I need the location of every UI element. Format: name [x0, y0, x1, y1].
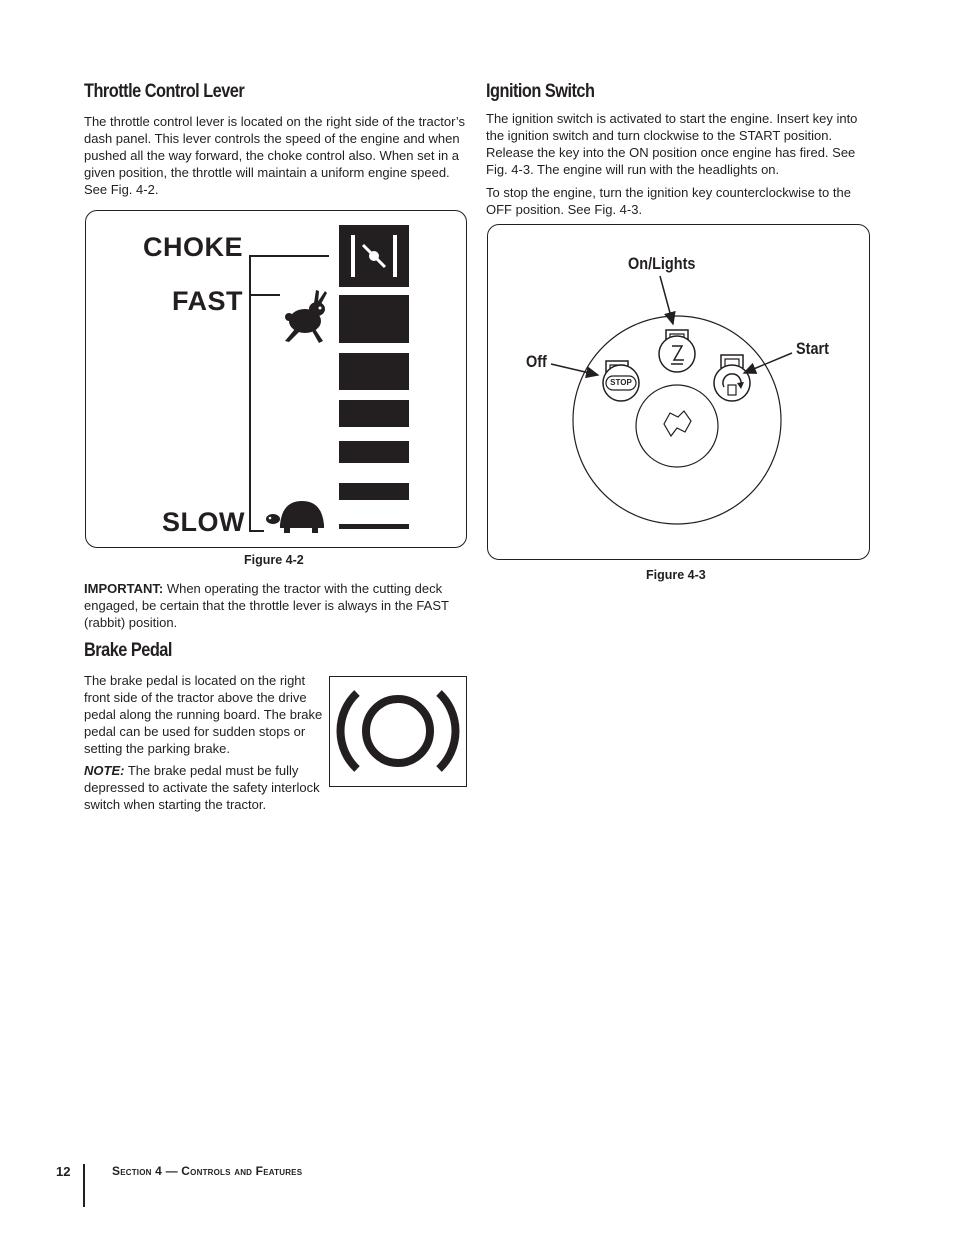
fast-label: FAST [172, 286, 244, 316]
important-note [84, 580, 472, 631]
ignition-body-2: To stop the engine, turn the ignition key counterclockwise to the OFF position. See Fig. 4-3. [486, 185, 851, 217]
start-position-icon [714, 355, 750, 401]
throttle-figure [85, 210, 467, 548]
choke-icon [339, 225, 409, 287]
throttle-bar-fast [339, 295, 409, 343]
footer-section-title: Section 4 — Controls and Features [112, 1164, 303, 1178]
throttle-heading: Throttle Control Lever [84, 81, 245, 102]
note-label: NOTE: [84, 763, 125, 778]
note-text: The brake pedal must be fully depressed to activate the safety interlock switch when starting the tractor. [84, 763, 320, 812]
throttle-bar [339, 353, 409, 390]
figure-4-2-caption: Figure 4-2 [244, 553, 304, 567]
throttle-bar [339, 400, 409, 427]
on-lights-label: On/Lights [628, 254, 696, 273]
start-label: Start [796, 339, 829, 358]
important-label: IMPORTANT: [84, 581, 164, 596]
throttle-bar [339, 483, 409, 500]
stop-text: STOP [610, 378, 632, 387]
slow-label: SLOW [162, 507, 245, 537]
page-number: 12 [56, 1164, 71, 1179]
ignition-heading: Ignition Switch [486, 81, 595, 102]
brake-icon [330, 677, 466, 786]
turtle-icon [264, 497, 328, 535]
footer-divider [83, 1164, 85, 1207]
ignition-body-1: The ignition switch is activated to start the engine. Insert key into the ignition switch and turn clockwise to the START position. Release the key into the ON position once engine has fired. See Fig. 4-3. The engine will run with the headlights on. [486, 111, 858, 177]
brake-heading: Brake Pedal [84, 640, 172, 661]
off-label: Off [526, 352, 547, 371]
ignition-figure [487, 224, 870, 560]
throttle-bar [339, 441, 409, 463]
brake-symbol-box [329, 676, 467, 787]
figure-4-3-caption: Figure 4-3 [646, 568, 706, 582]
brake-note [84, 762, 336, 813]
ignition-switch-diagram [488, 225, 871, 561]
choke-label: CHOKE [143, 232, 244, 262]
rabbit-icon [277, 289, 333, 345]
throttle-body: The throttle control lever is located on the right side of the tractor’s dash panel. This lever controls the speed of the engine and when pushed all the way forward, the choke control also. When set in a given position, the throttle will maintain a uniform engine speed. See Fig. 4-2. [84, 114, 466, 197]
important-text: When operating the tractor with the cutting deck engaged, be certain that the throttle lever is always in the FAST (rabbit) position. [84, 581, 449, 630]
brake-body: The brake pedal is located on the right front side of the tractor above the drive pedal along the running board. The brake pedal can be used for sudden stops or setting the parking brake. [84, 673, 323, 756]
on-position-icon [659, 330, 695, 372]
throttle-bar-slow [339, 524, 409, 529]
